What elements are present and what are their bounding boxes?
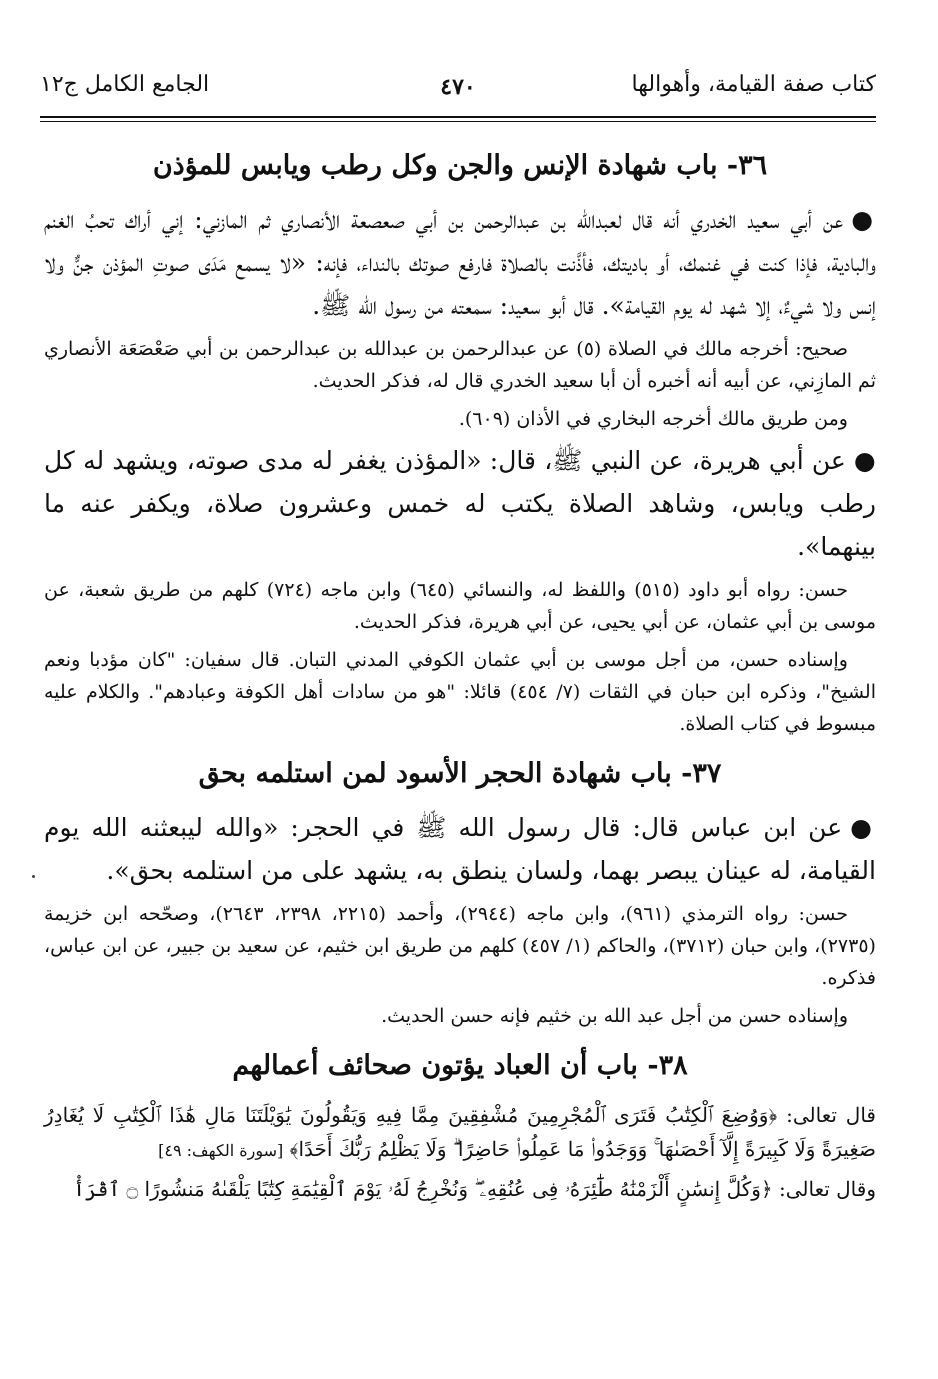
hadith-paragraph bbox=[44, 198, 876, 327]
hadith-paragraph bbox=[44, 439, 876, 568]
takhrij-note: صحيح: أخرجه مالك في الصلاة (٥) عن عبدالرحمن بن عبدالله بن عبدالرحمن بن أبي صَعْصَعَة الأنصاري ثم المازِني، عن أبيه أنه أخبره أن أبا سعيد الخدري قال له، فذكر الحديث. bbox=[44, 338, 876, 392]
header-book-section: كتاب صفة القيامة، وأهوالها bbox=[631, 72, 876, 97]
bullet-icon: ● bbox=[851, 205, 876, 234]
margin-speck bbox=[32, 875, 35, 878]
page-body bbox=[44, 132, 876, 1210]
chapter-title-36: ٣٦- باب شهادة الإنس والجن وكل رطب ويابس للمؤذن bbox=[152, 150, 768, 181]
hadith-text: عن أبي هريرة، عن النبي ﷺ، قال: «المؤذن يغفر له مدى صوته، ويشهد له كل رطب ويابس، وشاهد الصلاة يكتب له خمس وعشرون صلاة، ويكفر عنه ما بينهما». bbox=[44, 446, 876, 561]
header-rule-thin bbox=[40, 121, 876, 122]
header-volume-title: الجامع الكامل ج١٢ bbox=[40, 72, 210, 97]
hadith-text: عن ابن عباس قال: قال رسول الله ﷺ في الحجر: «والله ليبعثنه الله يوم القيامة، له عينان يبصر بهما، ولسان ينطق به، يشهد على من استلمه بحق». bbox=[44, 813, 876, 885]
surah-reference: [سورة الكهف: ٤٩] bbox=[158, 1141, 284, 1160]
takhrij-note: حسن: رواه الترمذي (٩٦١)، وابن ماجه (٢٩٤٤)، وأحمد (٢٢١٥، ٢٣٩٨، ٢٦٤٣)، وصحّحه ابن خزيمة (٢٧٣٥)، وابن حبان (٣٧١٢)، والحاكم (١/ ٤٥٧) كلهم من طريق ابن خثيم، عن سعيد بن جبير، عن ابن عباس، فذكره. bbox=[44, 903, 876, 989]
running-head bbox=[40, 72, 876, 112]
takhrij-note: وإسناده حسن من أجل عبد الله بن خثيم فإنه حسن الحديث. bbox=[381, 1005, 848, 1027]
chapter-title-37: ٣٧- باب شهادة الحجر الأسود لمن استلمه بحق bbox=[198, 758, 722, 789]
chapter-title-38: ٣٨- باب أن العباد يؤتون صحائف أعمالهم bbox=[232, 1050, 688, 1081]
page-number: ٤٧٠ bbox=[440, 74, 476, 100]
takhrij-note: حسن: رواه أبو داود (٥١٥) واللفظ له، والنسائي (٦٤٥) وابن ماجه (٧٢٤) كلهم من طريق شعبة، عن موسى بن أبي عثمان، عن أبي يحيى، عن أبي هريرة، فذكر الحديث. bbox=[44, 579, 876, 633]
hadith-text: عن أبي سعيد الخدري أنه قال لعبدالله بن عبدالرحمن بن أبي صعصعة الأنصاري ثم المازني: إني أراك تحبُ الغنم والبادية، فإذا كنت في غنمك، أو باديتك، فأذَّنت بالصلاة فارفع صوتك بالنداء، فإنه: «لا يسمع مَدَى صوتِ المؤذن جنٌّ ولا إنس ولا شيءٌ، إلا شهد له يوم القيامة». قال أبو سعيد: سمعته من رسول الله ﷺ. bbox=[44, 205, 876, 320]
quran-text: قال تعالى: ﴿وَوُضِعَ ٱلْكِتَٰبُ فَتَرَى ٱلْمُجْرِمِينَ مُشْفِقِينَ مِمَّا فِيهِ وَيَقُولُونَ يَٰوَيْلَتَنَا مَالِ هَٰذَا ٱلْكِتَٰبِ لَا يُغَادِرُ صَغِيرَةً وَلَا كَبِيرَةً إِلَّآ أَحْصَىٰهَا ۚ وَوَجَدُوا۟ مَا عَمِلُوا۟ حَاضِرًا ۗ وَلَا يَظْلِمُ رَبُّكَ أَحَدًا﴾ bbox=[44, 1103, 876, 1161]
takhrij-note: ومن طريق مالك أخرجه البخاري في الأذان (٦٠٩). bbox=[458, 408, 848, 430]
takhrij-note: وإسناده حسن، من أجل موسى بن أبي عثمان الكوفي المدني التبان. قال سفيان: "كان مؤدبا ونعم الشيخ"، وذكره ابن حبان في الثقات (٧/ ٤٥٤) قائلا: "هو من سادات أهل الكوفة وعبادهم". والكلام عليه مبسوط في كتاب الصلاة. bbox=[44, 649, 876, 735]
header-rule bbox=[40, 116, 876, 118]
quran-verse: وقال تعالى: ﴿وَكُلَّ إِنسَٰنٍ أَلْزَمْنَٰهُ طَٰٓئِرَهُۥ فِى عُنُقِهِۦ ۖ وَنُخْرِجُ لَهُۥ يَوْمَ ٱلْقِيَٰمَةِ كِتَٰبًا يَلْقَىٰهُ مَنشُورًا ۝ ٱقْرَأْ bbox=[73, 1177, 876, 1201]
quran-verse bbox=[44, 1098, 876, 1168]
hadith-paragraph bbox=[44, 806, 876, 892]
bullet-icon: ● bbox=[853, 446, 876, 475]
bullet-icon: ● bbox=[850, 813, 876, 842]
